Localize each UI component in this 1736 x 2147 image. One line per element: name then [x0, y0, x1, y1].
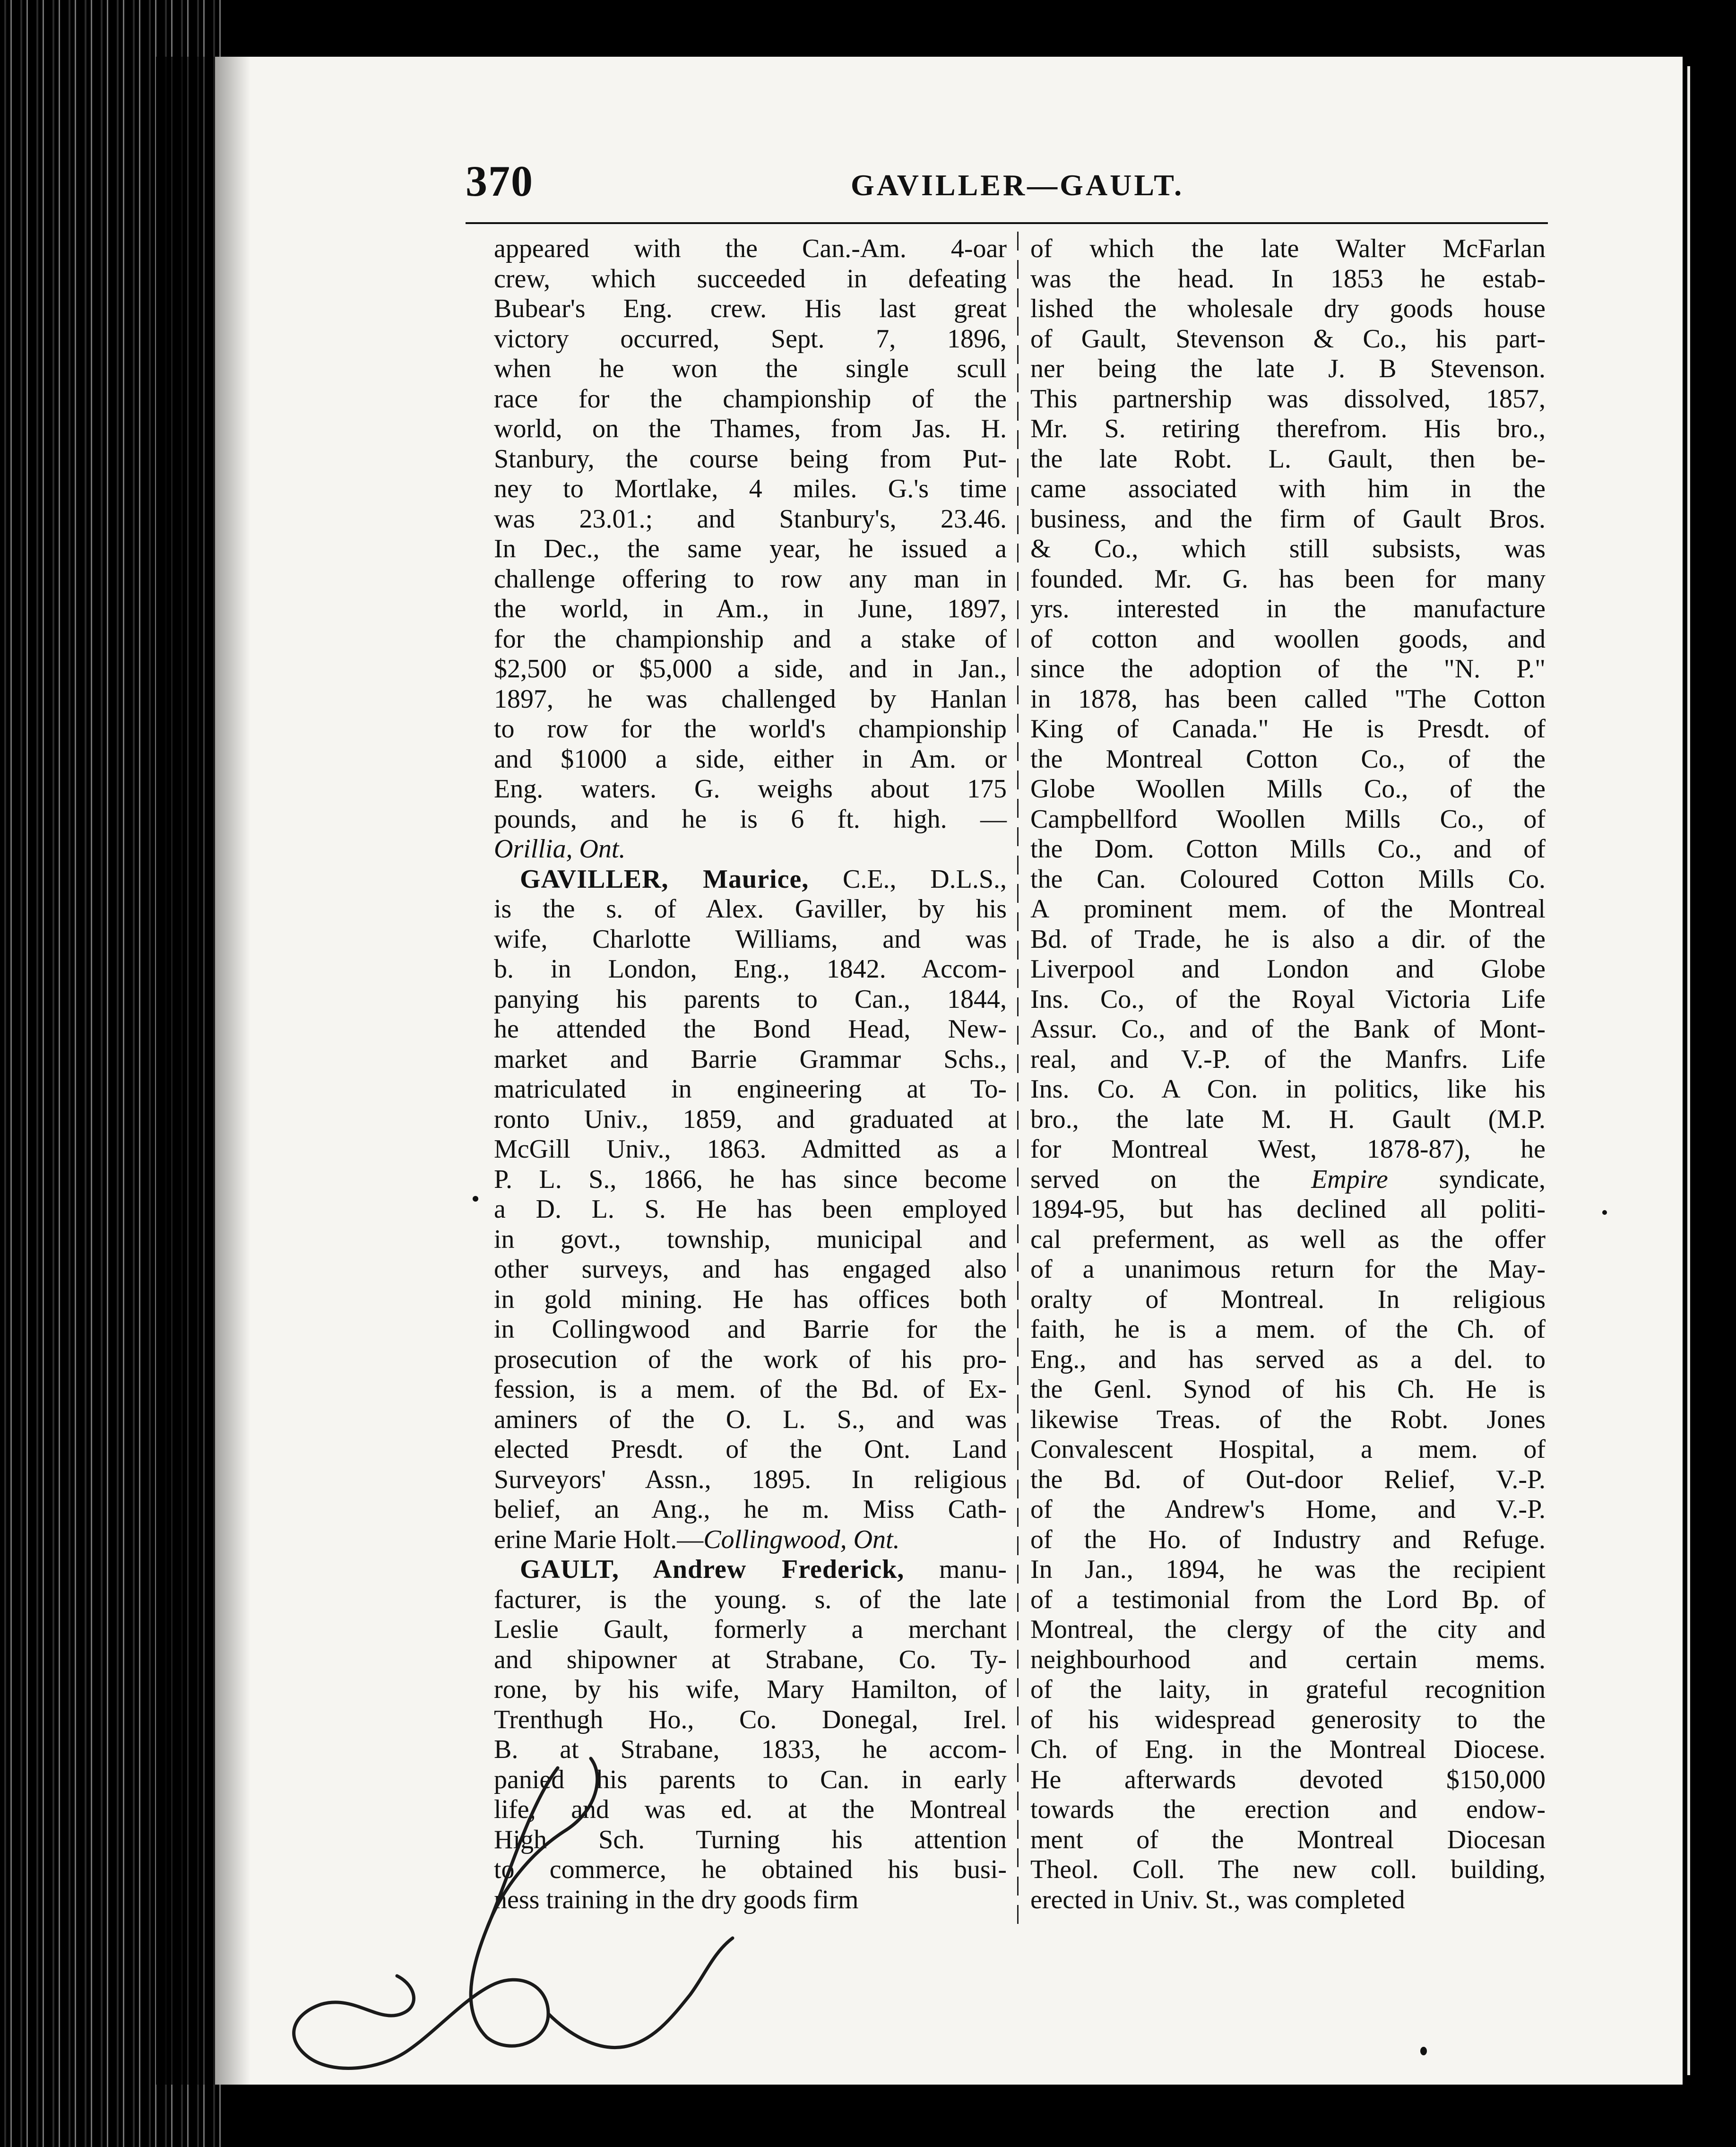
- text-line: In Dec., the same year, he issued a: [494, 534, 1007, 563]
- text-line: Ins. Co., of the Royal Victoria Life: [1030, 984, 1546, 1014]
- text-line: panied his parents to Can. in early: [494, 1765, 1007, 1794]
- text-line: of cotton and woollen goods, and: [1030, 624, 1546, 654]
- text-line: & Co., which still subsists, was: [1030, 534, 1546, 563]
- text-line: of a unanimous return for the May-: [1030, 1255, 1546, 1284]
- text-line: of the laity, in grateful recognition: [1030, 1675, 1546, 1704]
- text-line: fession, is a mem. of the Bd. of Ex-: [494, 1375, 1007, 1404]
- text-line: Globe Woollen Mills Co., of the: [1030, 774, 1546, 804]
- text-line: Ch. of Eng. in the Montreal Diocese.: [1030, 1735, 1546, 1764]
- text-line: was the head. In 1853 he estab-: [1030, 264, 1546, 294]
- text-line: the Bd. of Out-door Relief, V.-P.: [1030, 1464, 1546, 1494]
- text-line: of the Andrew's Home, and V.-P.: [1030, 1495, 1546, 1524]
- ink-speck: [1602, 1210, 1607, 1215]
- text-line: Bd. of Trade, he is also a dir. of the: [1030, 924, 1546, 954]
- text-line: prosecution of the work of his pro-: [494, 1344, 1007, 1374]
- text-line: to commerce, he obtained his busi-: [494, 1855, 1007, 1884]
- text-line: likewise Treas. of the Robt. Jones: [1030, 1404, 1546, 1434]
- text-line: in gold mining. He has offices both: [494, 1284, 1007, 1314]
- right-page-edge: [1683, 0, 1736, 2147]
- text-line: the late Robt. L. Gault, then be-: [1030, 444, 1546, 474]
- text-line: world, on the Thames, from Jas. H.: [494, 414, 1007, 443]
- text-line: of the Ho. of Industry and Refuge.: [1030, 1524, 1546, 1554]
- text-line: race for the championship of the: [494, 384, 1007, 414]
- text-line: and $1000 a side, either in Am. or: [494, 744, 1007, 774]
- text-line: founded. Mr. G. has been for many: [1030, 564, 1546, 594]
- italic-text: Collingwood, Ont.: [703, 1524, 900, 1554]
- text-line: yrs. interested in the manufacture: [1030, 594, 1546, 623]
- text-line: the Dom. Cotton Mills Co., and of: [1030, 834, 1546, 864]
- text-line: the Montreal Cotton Co., of the: [1030, 744, 1546, 774]
- text-line: of his widespread generosity to the: [1030, 1705, 1546, 1734]
- text-line: towards the erection and endow-: [1030, 1795, 1546, 1824]
- text-line: High Sch. Turning his attention: [494, 1825, 1007, 1854]
- text-line: market and Barrie Grammar Schs.,: [494, 1044, 1007, 1074]
- text-line: b. in London, Eng., 1842. Accom-: [494, 954, 1007, 984]
- right-edge-line: [1687, 66, 1690, 2075]
- text-line: Surveyors' Assn., 1895. In religious: [494, 1464, 1007, 1494]
- text-line: P. L. S., 1866, he has since become: [494, 1164, 1007, 1194]
- text-line: neighbourhood and certain mems.: [1030, 1645, 1546, 1674]
- text-line: Liverpool and London and Globe: [1030, 954, 1546, 984]
- text-line: Theol. Coll. The new coll. building,: [1030, 1855, 1546, 1884]
- text-line: $2,500 or $5,000 a side, and in Jan.,: [494, 654, 1007, 684]
- text-line: crew, which succeeded in defeating: [494, 264, 1007, 294]
- text-line: and shipowner at Strabane, Co. Ty-: [494, 1645, 1007, 1674]
- text-line: of a testimonial from the Lord Bp. of: [1030, 1584, 1546, 1614]
- text-line: oralty of Montreal. In religious: [1030, 1284, 1546, 1314]
- text-line: for the championship and a stake of: [494, 624, 1007, 654]
- text-line: elected Presdt. of the Ont. Land: [494, 1435, 1007, 1464]
- text-line: 1897, he was challenged by Hanlan: [494, 684, 1007, 714]
- text-line: cal preferment, as well as the offer: [1030, 1224, 1546, 1254]
- text-line: In Jan., 1894, he was the recipient: [1030, 1555, 1546, 1584]
- text-line: This partnership was dissolved, 1857,: [1030, 384, 1546, 414]
- entry-name: GAULT, Andrew Frederick,: [520, 1555, 905, 1584]
- text-line: ness training in the dry goods firm: [494, 1885, 859, 1914]
- text-line: GAVILLER, Maurice, C.E., D.L.S.,: [520, 864, 1007, 894]
- text-line: a D. L. S. He has been employed: [494, 1195, 1007, 1224]
- ink-speck: [1420, 2047, 1427, 2055]
- scribble-path: [294, 1758, 733, 2068]
- text-line: A prominent mem. of the Montreal: [1030, 894, 1546, 924]
- text-line: in govt., township, municipal and: [494, 1224, 1007, 1254]
- left-text-column: [494, 234, 1007, 1915]
- text-line: is the s. of Alex. Gaviller, by his: [494, 894, 1007, 924]
- text-line: McGill Univ., 1863. Admitted as a: [494, 1134, 1007, 1164]
- text-line: for Montreal West, 1878-87), he: [1030, 1134, 1546, 1164]
- text-line: erected in Univ. St., was completed: [1030, 1885, 1405, 1914]
- text-line: Bubear's Eng. crew. His last great: [494, 294, 1007, 323]
- text-line: when he won the single scull: [494, 354, 1007, 383]
- column-divider: [1017, 232, 1019, 1933]
- text-line: King of Canada." He is Presdt. of: [1030, 714, 1546, 744]
- text-line: faith, he is a mem. of the Ch. of: [1030, 1315, 1546, 1344]
- text-line: he attended the Bond Head, New-: [494, 1014, 1007, 1044]
- text-line: real, and V.-P. of the Manfrs. Life: [1030, 1044, 1546, 1074]
- text-line: to row for the world's championship: [494, 714, 1007, 744]
- gutter-fade: [156, 57, 250, 2085]
- page-number: 370: [466, 157, 534, 205]
- pen-scribble-mark: [265, 1749, 785, 2089]
- ink-speck: [473, 1196, 478, 1202]
- text-line: other surveys, and has engaged also: [494, 1255, 1007, 1284]
- text-line: wife, Charlotte Williams, and was: [494, 924, 1007, 954]
- text-line: rone, by his wife, Mary Hamilton, of: [494, 1675, 1007, 1704]
- text-line: GAULT, Andrew Frederick, manu-: [520, 1555, 1007, 1584]
- text-line: Eng., and has served as a del. to: [1030, 1344, 1546, 1374]
- text-line: lished the wholesale dry goods house: [1030, 294, 1546, 323]
- text-line: the Can. Coloured Cotton Mills Co.: [1030, 864, 1546, 894]
- text-line: Assur. Co., and of the Bank of Mont-: [1030, 1014, 1546, 1044]
- text-line: ner being the late J. B Stevenson.: [1030, 354, 1546, 383]
- text-line: belief, an Ang., he m. Miss Cath-: [494, 1495, 1007, 1524]
- text-line: B. at Strabane, 1833, he accom-: [494, 1735, 1007, 1764]
- text-line: was 23.01.; and Stanbury's, 23.46.: [494, 504, 1007, 534]
- text-line: the world, in Am., in June, 1897,: [494, 594, 1007, 623]
- text-line: came associated with him in the: [1030, 474, 1546, 503]
- text-line: served on the Empire syndicate,: [1030, 1164, 1546, 1194]
- text-line: panying his parents to Can., 1844,: [494, 984, 1007, 1014]
- text-line: 1894-95, but has declined all politi-: [1030, 1195, 1546, 1224]
- running-head: GAVILLER—GAULT.: [851, 168, 1184, 202]
- text-line: ney to Mortlake, 4 miles. G.'s time: [494, 474, 1007, 503]
- text-line: Orillia, Ont.: [494, 834, 626, 864]
- text-line: erine Marie Holt.—Collingwood, Ont.: [494, 1524, 900, 1554]
- text-line: since the adoption of the "N. P.": [1030, 654, 1546, 684]
- text-line: life, and was ed. at the Montreal: [494, 1795, 1007, 1824]
- text-line: Eng. waters. G. weighs about 175: [494, 774, 1007, 804]
- text-line: bro., the late M. H. Gault (M.P.: [1030, 1104, 1546, 1134]
- text-line: Campbellford Woollen Mills Co., of: [1030, 804, 1546, 834]
- text-line: in Collingwood and Barrie for the: [494, 1315, 1007, 1344]
- italic-text: Empire: [1311, 1164, 1388, 1194]
- text-line: ronto Univ., 1859, and graduated at: [494, 1104, 1007, 1134]
- text-line: He afterwards devoted $150,000: [1030, 1765, 1546, 1794]
- text-line: Mr. S. retiring therefrom. His bro.,: [1030, 414, 1546, 443]
- text-line: aminers of the O. L. S., and was: [494, 1404, 1007, 1434]
- text-line: pounds, and he is 6 ft. high. —: [494, 804, 1007, 834]
- entry-name: GAVILLER, Maurice,: [520, 864, 809, 894]
- header-rule: [466, 222, 1548, 224]
- text-line: ment of the Montreal Diocesan: [1030, 1825, 1546, 1854]
- text-line: the Genl. Synod of his Ch. He is: [1030, 1375, 1546, 1404]
- text-line: in 1878, has been called "The Cotton: [1030, 684, 1546, 714]
- text-line: challenge offering to row any man in: [494, 564, 1007, 594]
- text-line: Convalescent Hospital, a mem. of: [1030, 1435, 1546, 1464]
- text-line: matriculated in engineering at To-: [494, 1074, 1007, 1104]
- text-line: Leslie Gault, formerly a merchant: [494, 1615, 1007, 1644]
- text-line: facturer, is the young. s. of the late: [494, 1584, 1007, 1614]
- text-line: Trenthugh Ho., Co. Donegal, Irel.: [494, 1705, 1007, 1734]
- text-line: of Gault, Stevenson & Co., his part-: [1030, 324, 1546, 354]
- text-line: victory occurred, Sept. 7, 1896,: [494, 324, 1007, 354]
- text-line: appeared with the Can.-Am. 4-oar: [494, 234, 1007, 263]
- right-text-column: [1030, 234, 1546, 1915]
- text-line: of which the late Walter McFarlan: [1030, 234, 1546, 263]
- text-line: Stanbury, the course being from Put-: [494, 444, 1007, 474]
- text-line: Montreal, the clergy of the city and: [1030, 1615, 1546, 1644]
- text-line: business, and the firm of Gault Bros.: [1030, 504, 1546, 534]
- text-line: Ins. Co. A Con. in politics, like his: [1030, 1074, 1546, 1104]
